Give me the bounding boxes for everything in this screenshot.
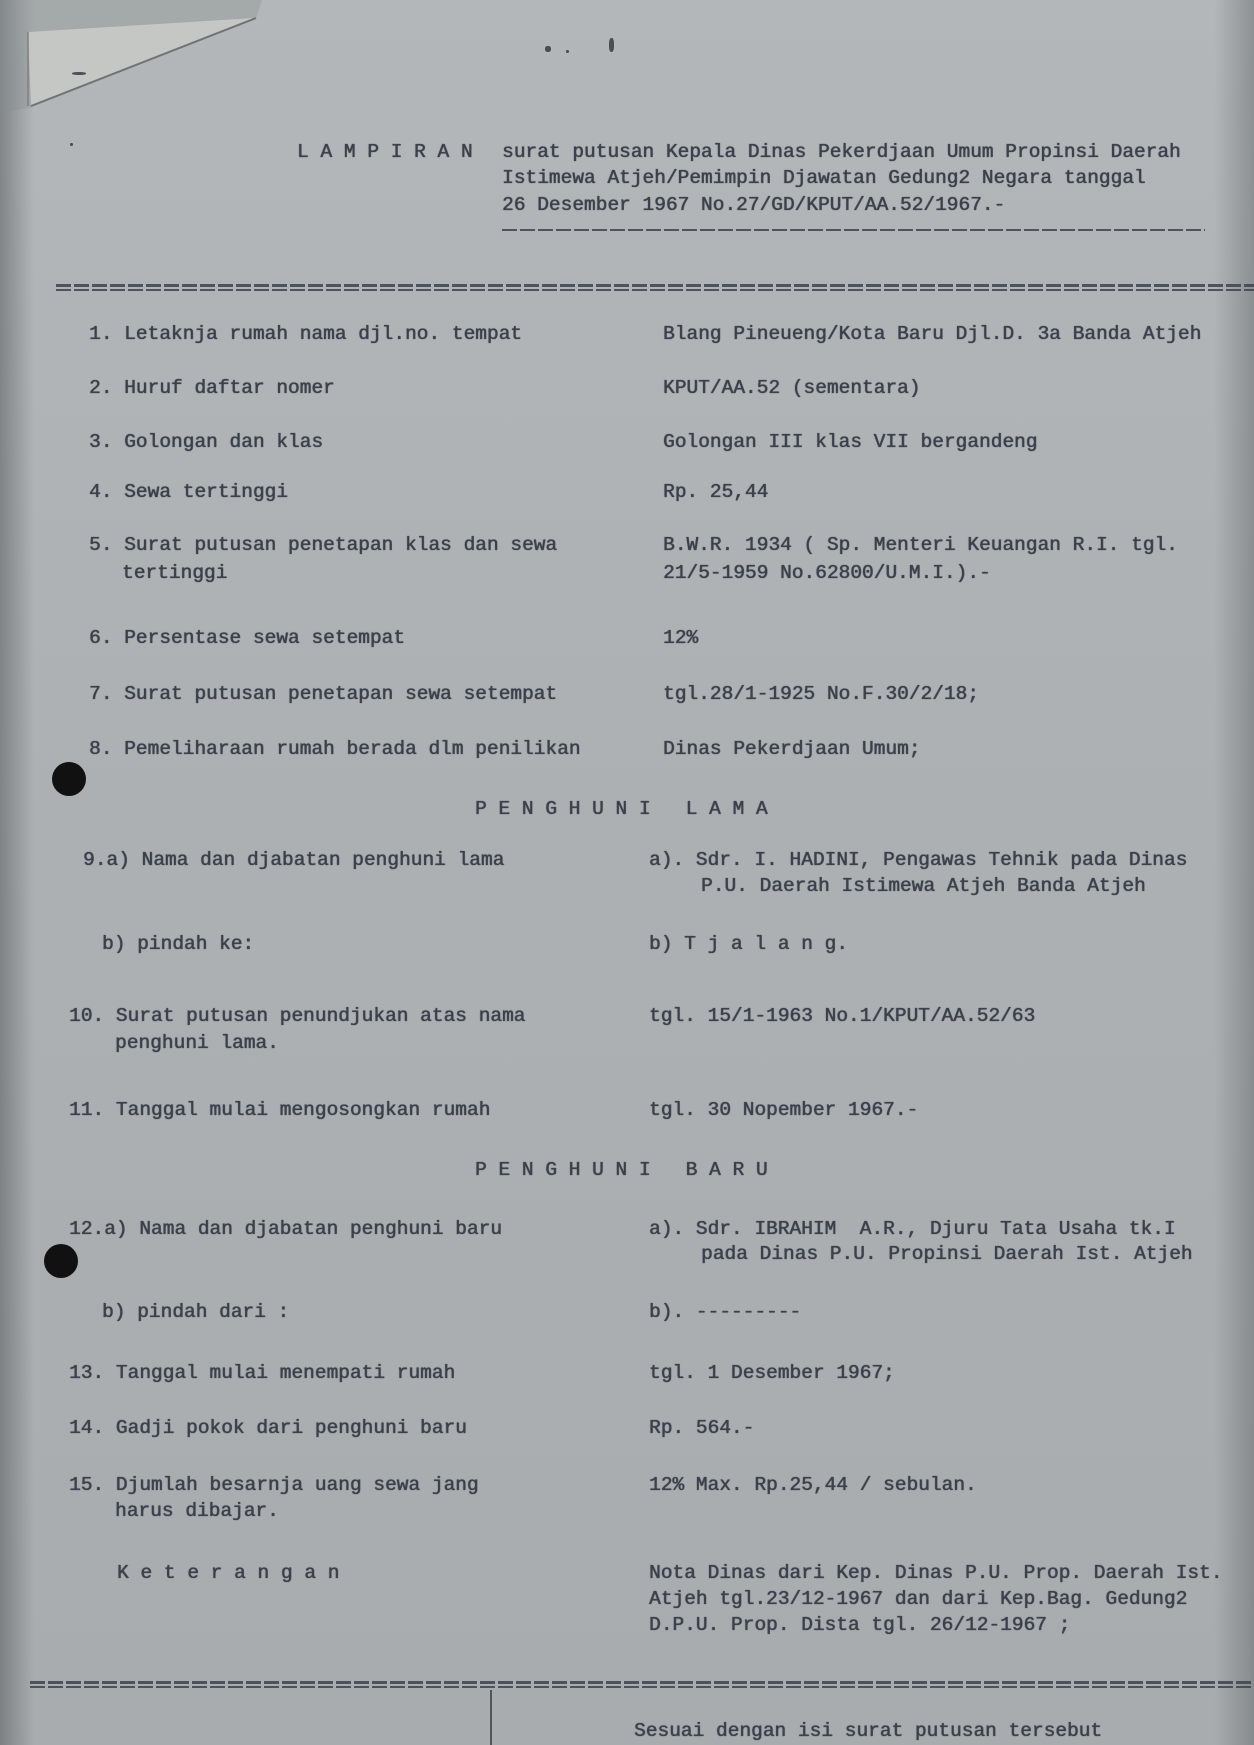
bottom-separator-line (30, 1681, 1254, 1684)
scan-speck (72, 72, 86, 75)
item-11-value: tgl. 30 Nopember 1967.- (649, 1099, 919, 1121)
folded-corner (0, 0, 270, 120)
item-10-value: tgl. 15/1-1963 No.1/KPUT/AA.52/63 (649, 1005, 1036, 1027)
vertical-rule (490, 1690, 492, 1745)
item-5-label: 5. Surat putusan penetapan klas dan sewa (89, 534, 558, 556)
item-14-label: 14. Gadji pokok dari penghuni baru (69, 1417, 467, 1439)
item-4-value: Rp. 25,44 (663, 481, 769, 503)
item-15-value: 12% Max. Rp.25,44 / sebulan. (649, 1474, 977, 1496)
lampiran-title: L A M P I R A N (297, 141, 473, 163)
item-7-value: tgl.28/1-1925 No.F.30/2/18; (663, 683, 979, 705)
item-10-label-cont: penghuni lama. (115, 1032, 279, 1054)
top-separator-line (56, 289, 1254, 291)
item-1-label: 1. Letaknja rumah nama djl.no. tempat (89, 323, 522, 345)
item-5-value-cont: 21/5-1959 No.62800/U.M.I.).- (663, 562, 991, 584)
keterangan-value: Nota Dinas dari Kep. Dinas P.U. Prop. Daerah Ist. (649, 1562, 1223, 1584)
item-11-label: 11. Tanggal mulai mengosongkan rumah (69, 1099, 491, 1121)
top-separator-line (56, 284, 1254, 287)
keterangan-value-cont: Atjeh tgl.23/12-1967 dan dari Kep.Bag. Gedung2 (649, 1588, 1188, 1610)
bottom-separator-line (30, 1686, 1254, 1688)
item-12a-label: 12.a) Nama dan djabatan penghuni baru (69, 1218, 502, 1240)
item-3-label: 3. Golongan dan klas (89, 431, 324, 453)
item-13-value: tgl. 1 Desember 1967; (649, 1362, 895, 1384)
item-12a-value: a). Sdr. IBRAHIM A.R., Djuru Tata Usaha tk.I (649, 1218, 1176, 1240)
item-15-label: 15. Djumlah besarnja uang sewa jang (69, 1474, 479, 1496)
item-9a-label: 9.a) Nama dan djabatan penghuni lama (83, 849, 505, 871)
item-13-label: 13. Tanggal mulai menempati rumah (69, 1362, 456, 1384)
item-5-value: B.W.R. 1934 ( Sp. Menteri Keuangan R.I. tgl. (663, 534, 1178, 556)
scan-speck (609, 38, 614, 52)
item-2-value: KPUT/AA.52 (sementara) (663, 377, 921, 399)
item-8-value: Dinas Pekerdjaan Umum; (663, 738, 921, 760)
scan-speck (545, 46, 551, 52)
scan-speck (70, 143, 73, 146)
footer-note: Sesuai dengan isi surat putusan tersebut (634, 1720, 1103, 1742)
punch-hole (44, 1244, 78, 1278)
item-9a-value: a). Sdr. I. HADINI, Pengawas Tehnik pada Dinas (649, 849, 1188, 871)
item-6-label: 6. Persentase sewa setempat (89, 627, 405, 649)
item-7-label: 7. Surat putusan penetapan sewa setempat (89, 683, 558, 705)
item-9a-value-cont: P.U. Daerah Istimewa Atjeh Banda Atjeh (701, 875, 1146, 897)
section-heading-penghuni-baru: P E N G H U N I B A R U (475, 1159, 768, 1181)
item-2-label: 2. Huruf daftar nomer (89, 377, 335, 399)
header-line-3: 26 Desember 1967 No.27/GD/KPUT/AA.52/1967.- (502, 194, 1006, 216)
item-9b-label: b) pindah ke: (102, 933, 255, 955)
header-line-1: surat putusan Kepala Dinas Pekerdjaan Umum Propinsi Daerah (502, 141, 1181, 163)
section-heading-penghuni-lama: P E N G H U N I L A M A (475, 798, 768, 820)
item-14-value: Rp. 564.- (649, 1417, 755, 1439)
item-12b-value: b). --------- (649, 1301, 802, 1323)
item-6-value: 12% (663, 627, 699, 649)
item-5-label-cont: tertinggi (122, 562, 228, 584)
punch-hole (52, 762, 86, 796)
item-3-value: Golongan III klas VII bergandeng (663, 431, 1038, 453)
item-10-label: 10. Surat putusan penundjukan atas nama (69, 1005, 526, 1027)
item-1-value: Blang Pineueng/Kota Baru Djl.D. 3a Banda Atjeh (663, 323, 1202, 345)
keterangan-value-cont: D.P.U. Prop. Dista tgl. 26/12-1967 ; (649, 1614, 1071, 1636)
header-underline (502, 229, 1205, 231)
header-line-2: Istimewa Atjeh/Pemimpin Djawatan Gedung2 Negara tanggal (502, 167, 1146, 189)
item-9b-value: b) T j a l a n g. (649, 933, 848, 955)
item-8-label: 8. Pemeliharaan rumah berada dlm penilikan (89, 738, 581, 760)
scan-speck (566, 50, 569, 53)
item-12a-value-cont: pada Dinas P.U. Propinsi Daerah Ist. Atjeh (701, 1243, 1193, 1265)
keterangan-label: K e t e r a n g a n (117, 1562, 340, 1584)
item-15-label-cont: harus dibajar. (115, 1500, 279, 1522)
item-12b-label: b) pindah dari : (102, 1301, 290, 1323)
item-4-label: 4. Sewa tertinggi (89, 481, 288, 503)
